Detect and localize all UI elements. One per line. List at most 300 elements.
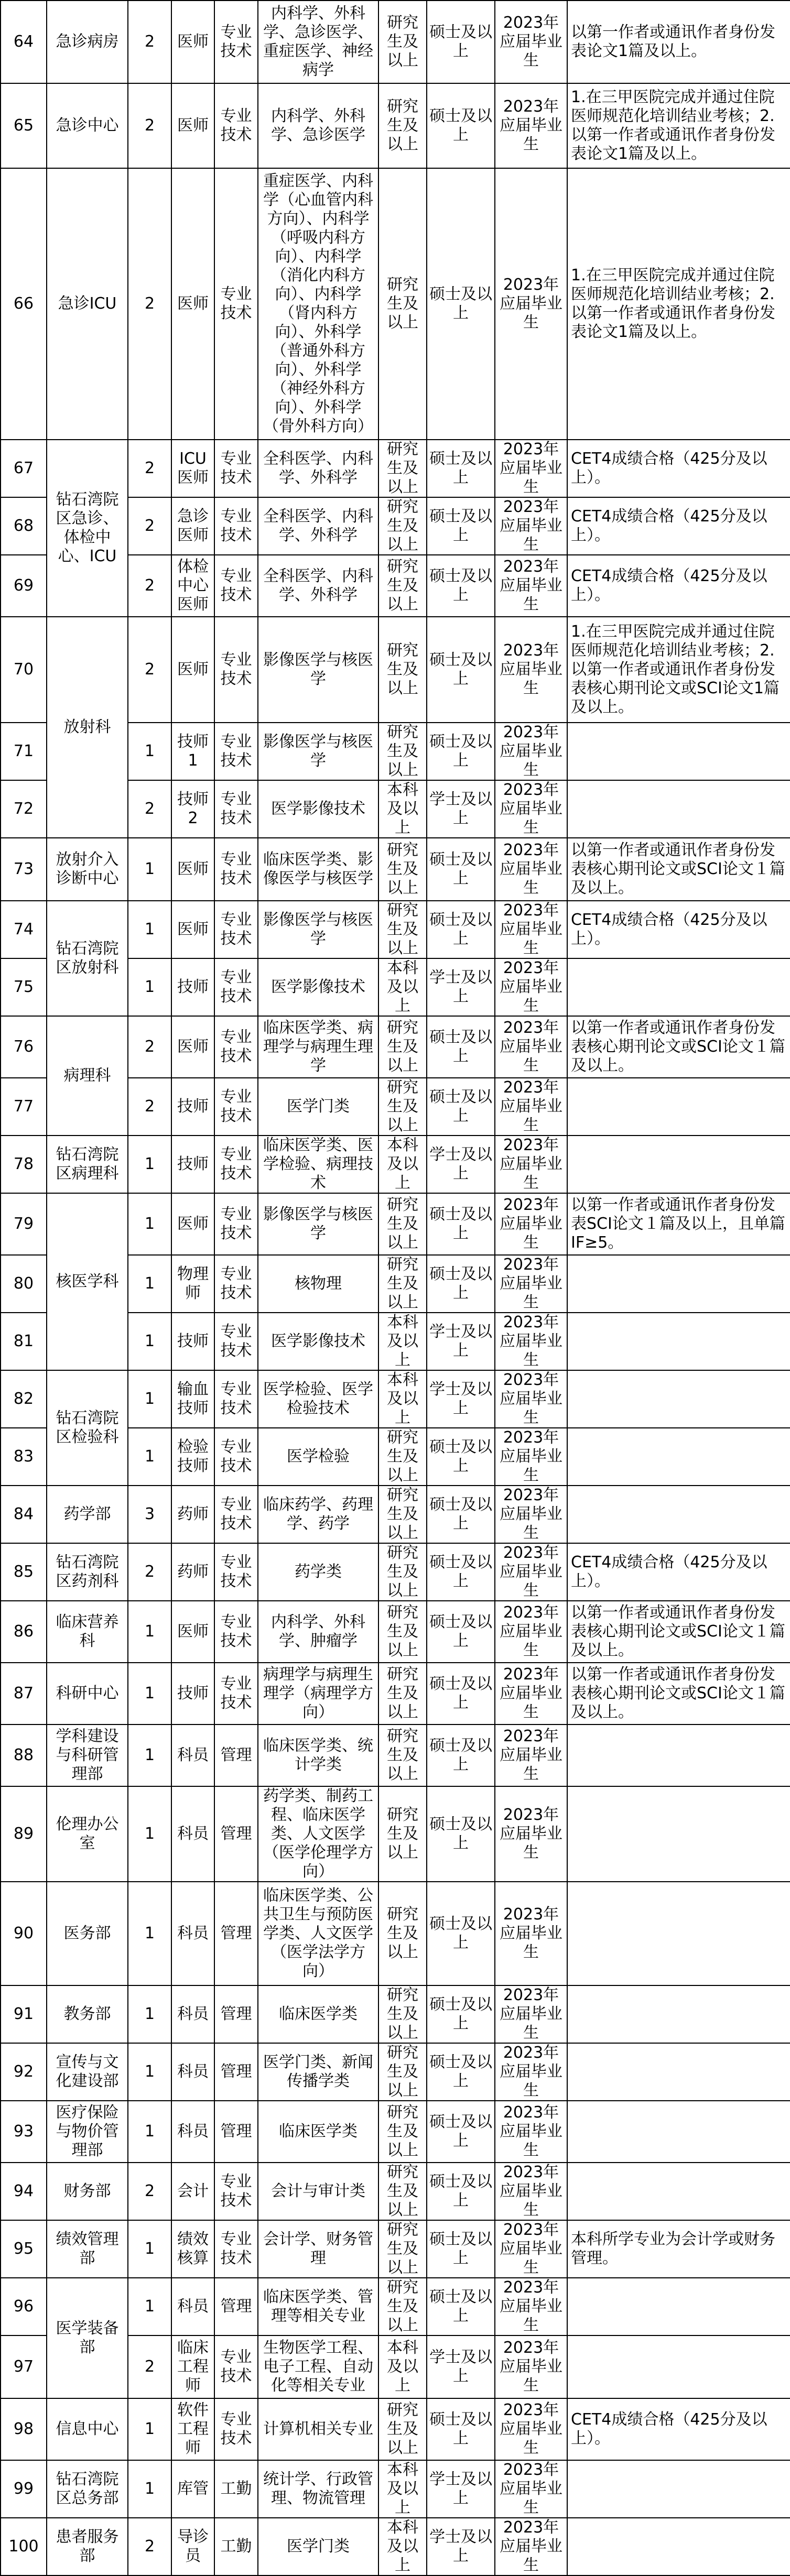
row-number: 73 xyxy=(1,838,47,901)
headcount-cell: 1 xyxy=(128,1601,171,1663)
headcount-cell: 2 xyxy=(128,1,171,83)
cohort-cell: 2023年应届毕业生 xyxy=(495,555,567,617)
major-cell: 病理学与病理生理学（病理学方向） xyxy=(258,1663,378,1724)
row-number: 93 xyxy=(1,2101,47,2163)
major-cell: 核物理 xyxy=(258,1255,378,1313)
education-cell: 研究生及以上 xyxy=(378,1428,427,1486)
degree-cell: 硕士及以上 xyxy=(427,1724,495,1786)
major-cell: 临床医学类、病理学与病理生理学 xyxy=(258,1016,378,1078)
degree-cell: 硕士及以上 xyxy=(427,1601,495,1663)
position-cell: 医师 xyxy=(171,168,214,440)
position-cell: 科员 xyxy=(171,2278,214,2335)
cohort-cell: 2023年应届毕业生 xyxy=(495,1428,567,1486)
category-cell: 专业技术 xyxy=(214,1601,258,1663)
position-cell: 检验技师 xyxy=(171,1428,214,1486)
department-cell: 急诊ICU xyxy=(47,168,128,440)
degree-cell: 硕士及以上 xyxy=(427,2043,495,2101)
degree-cell: 硕士及以上 xyxy=(427,901,495,958)
education-cell: 研究生及以上 xyxy=(378,2101,427,2163)
row-number: 77 xyxy=(1,1078,47,1136)
major-cell: 临床医学类、管理等相关专业 xyxy=(258,2278,378,2335)
department-cell: 绩效管理部 xyxy=(47,2220,128,2278)
row-number: 66 xyxy=(1,168,47,440)
cohort-cell: 2023年应届毕业生 xyxy=(495,2101,567,2163)
category-cell: 专业技术 xyxy=(214,1663,258,1724)
major-cell: 药学类 xyxy=(258,1543,378,1601)
major-cell: 会计与审计类 xyxy=(258,2163,378,2220)
cohort-cell: 2023年应届毕业生 xyxy=(495,617,567,723)
education-cell: 研究生及以上 xyxy=(378,83,427,168)
major-cell: 重症医学、内科学（心血管内科方向）、内科学（呼吸内科方向）、内科学（消化内科方向）、内科学（肾内科方向）、外科学（普通外科方向）、外科学（神经外科方向）、外科学（骨外科方向） xyxy=(258,168,378,440)
position-cell: ICU医师 xyxy=(171,440,214,497)
position-cell: 科员 xyxy=(171,1985,214,2043)
major-cell: 内科学、外科学、急诊医学、重症医学、神经病学 xyxy=(258,1,378,83)
row-number: 88 xyxy=(1,1724,47,1786)
row-number: 90 xyxy=(1,1882,47,1985)
headcount-cell: 2 xyxy=(128,83,171,168)
degree-cell: 硕士及以上 xyxy=(427,2398,495,2460)
requirement-cell: 以第一作者或通讯作者身份发表论文1篇及以上。 xyxy=(567,1,790,83)
department-cell: 临床营养科 xyxy=(47,1601,128,1663)
category-cell: 专业技术 xyxy=(214,901,258,958)
degree-cell: 学士及以上 xyxy=(427,1370,495,1428)
row-number: 85 xyxy=(1,1543,47,1601)
row-number: 80 xyxy=(1,1255,47,1313)
position-cell: 技师 xyxy=(171,958,214,1016)
education-cell: 研究生及以上 xyxy=(378,2043,427,2101)
cohort-cell: 2023年应届毕业生 xyxy=(495,2460,567,2518)
headcount-cell: 1 xyxy=(128,1428,171,1486)
department-cell: 钻石湾院区放射科 xyxy=(47,901,128,1016)
requirement-cell: CET4成绩合格（425分及以上）。 xyxy=(567,555,790,617)
education-cell: 本科及以上 xyxy=(378,2335,427,2398)
major-cell: 临床医学类、公共卫生与预防医学类、人文医学（医学法学方向） xyxy=(258,1882,378,1985)
table-row xyxy=(1,83,790,168)
requirement-cell xyxy=(567,1136,790,1193)
education-cell: 研究生及以上 xyxy=(378,1,427,83)
department-cell: 钻石湾院区检验科 xyxy=(47,1370,128,1486)
table-row xyxy=(1,838,790,901)
cohort-cell: 2023年应届毕业生 xyxy=(495,168,567,440)
education-cell: 研究生及以上 xyxy=(378,168,427,440)
degree-cell: 硕士及以上 xyxy=(427,497,495,555)
education-cell: 研究生及以上 xyxy=(378,1193,427,1255)
headcount-cell: 1 xyxy=(128,2220,171,2278)
requirement-cell xyxy=(567,2335,790,2398)
degree-cell: 硕士及以上 xyxy=(427,1193,495,1255)
headcount-cell: 1 xyxy=(128,1786,171,1882)
table-row xyxy=(1,1663,790,1724)
major-cell: 药学类、制药工程、临床医学类、人文医学（医学伦理学方向） xyxy=(258,1786,378,1882)
requirement-cell: 以第一作者或通讯作者身份发表核心期刊论文或SCI论文１篇及以上。 xyxy=(567,1663,790,1724)
headcount-cell: 2 xyxy=(128,440,171,497)
department-cell: 科研中心 xyxy=(47,1663,128,1724)
major-cell: 医学检验、医学检验技术 xyxy=(258,1370,378,1428)
cohort-cell: 2023年应届毕业生 xyxy=(495,1724,567,1786)
requirement-cell: CET4成绩合格（425分及以上）。 xyxy=(567,1543,790,1601)
requirement-cell xyxy=(567,1882,790,1985)
requirement-cell xyxy=(567,1078,790,1136)
degree-cell: 硕士及以上 xyxy=(427,168,495,440)
cohort-cell: 2023年应届毕业生 xyxy=(495,1985,567,2043)
major-cell: 医学影像技术 xyxy=(258,780,378,838)
row-number: 86 xyxy=(1,1601,47,1663)
position-cell: 科员 xyxy=(171,2101,214,2163)
position-cell: 体检中心医师 xyxy=(171,555,214,617)
education-cell: 研究生及以上 xyxy=(378,1255,427,1313)
degree-cell: 硕士及以上 xyxy=(427,1543,495,1601)
degree-cell: 硕士及以上 xyxy=(427,1255,495,1313)
position-cell: 技师 xyxy=(171,1136,214,1193)
requirement-cell xyxy=(567,1486,790,1543)
row-number: 72 xyxy=(1,780,47,838)
requirement-cell xyxy=(567,2043,790,2101)
row-number: 71 xyxy=(1,723,47,780)
row-number: 84 xyxy=(1,1486,47,1543)
headcount-cell: 2 xyxy=(128,1016,171,1078)
requirement-cell xyxy=(567,1313,790,1370)
category-cell: 专业技术 xyxy=(214,2220,258,2278)
requirement-cell: 本科所学专业为会计学或财务管理。 xyxy=(567,2220,790,2278)
headcount-cell: 1 xyxy=(128,1193,171,1255)
category-cell: 专业技术 xyxy=(214,1136,258,1193)
category-cell: 专业技术 xyxy=(214,1428,258,1486)
education-cell: 研究生及以上 xyxy=(378,1882,427,1985)
headcount-cell: 1 xyxy=(128,2101,171,2163)
headcount-cell: 2 xyxy=(128,497,171,555)
category-cell: 专业技术 xyxy=(214,440,258,497)
headcount-cell: 1 xyxy=(128,723,171,780)
degree-cell: 学士及以上 xyxy=(427,2518,495,2575)
headcount-cell: 2 xyxy=(128,2163,171,2220)
cohort-cell: 2023年应届毕业生 xyxy=(495,1601,567,1663)
category-cell: 管理 xyxy=(214,1985,258,2043)
position-cell: 物理师 xyxy=(171,1255,214,1313)
row-number: 79 xyxy=(1,1193,47,1255)
category-cell: 管理 xyxy=(214,1882,258,1985)
major-cell: 影像医学与核医学 xyxy=(258,1193,378,1255)
degree-cell: 硕士及以上 xyxy=(427,1663,495,1724)
position-cell: 会计 xyxy=(171,2163,214,2220)
requirement-cell: CET4成绩合格（425分及以上）。 xyxy=(567,497,790,555)
degree-cell: 硕士及以上 xyxy=(427,2163,495,2220)
cohort-cell: 2023年应届毕业生 xyxy=(495,83,567,168)
position-cell: 科员 xyxy=(171,1882,214,1985)
education-cell: 研究生及以上 xyxy=(378,555,427,617)
requirement-cell xyxy=(567,2518,790,2575)
education-cell: 研究生及以上 xyxy=(378,1543,427,1601)
category-cell: 专业技术 xyxy=(214,168,258,440)
department-cell: 财务部 xyxy=(47,2163,128,2220)
headcount-cell: 1 xyxy=(128,2460,171,2518)
cohort-cell: 2023年应届毕业生 xyxy=(495,1786,567,1882)
requirement-cell xyxy=(567,723,790,780)
cohort-cell: 2023年应届毕业生 xyxy=(495,2220,567,2278)
department-cell: 急诊中心 xyxy=(47,83,128,168)
headcount-cell: 2 xyxy=(128,2335,171,2398)
table-row xyxy=(1,2101,790,2163)
row-number: 83 xyxy=(1,1428,47,1486)
position-cell: 药师 xyxy=(171,1543,214,1601)
major-cell: 医学影像技术 xyxy=(258,958,378,1016)
category-cell: 专业技术 xyxy=(214,2335,258,2398)
category-cell: 专业技术 xyxy=(214,1313,258,1370)
education-cell: 研究生及以上 xyxy=(378,2398,427,2460)
cohort-cell: 2023年应届毕业生 xyxy=(495,958,567,1016)
major-cell: 内科学、外科学、肿瘤学 xyxy=(258,1601,378,1663)
degree-cell: 硕士及以上 xyxy=(427,838,495,901)
row-number: 64 xyxy=(1,1,47,83)
department-cell: 教务部 xyxy=(47,1985,128,2043)
cohort-cell: 2023年应届毕业生 xyxy=(495,838,567,901)
headcount-cell: 1 xyxy=(128,901,171,958)
headcount-cell: 1 xyxy=(128,2043,171,2101)
headcount-cell: 3 xyxy=(128,1486,171,1543)
major-cell: 统计学、行政管理、物流管理 xyxy=(258,2460,378,2518)
table-row xyxy=(1,1786,790,1882)
major-cell: 临床医学类、影像医学与核医学 xyxy=(258,838,378,901)
degree-cell: 学士及以上 xyxy=(427,1136,495,1193)
requirement-cell xyxy=(567,1255,790,1313)
headcount-cell: 1 xyxy=(128,1255,171,1313)
row-number: 74 xyxy=(1,901,47,958)
category-cell: 专业技术 xyxy=(214,497,258,555)
row-number: 95 xyxy=(1,2220,47,2278)
degree-cell: 硕士及以上 xyxy=(427,723,495,780)
position-cell: 急诊医师 xyxy=(171,497,214,555)
cohort-cell: 2023年应届毕业生 xyxy=(495,1078,567,1136)
category-cell: 管理 xyxy=(214,2278,258,2335)
degree-cell: 学士及以上 xyxy=(427,780,495,838)
department-cell: 伦理办公室 xyxy=(47,1786,128,1882)
table-row xyxy=(1,1543,790,1601)
department-cell: 医务部 xyxy=(47,1882,128,1985)
requirement-cell xyxy=(567,1370,790,1428)
position-cell: 技师2 xyxy=(171,780,214,838)
education-cell: 本科及以上 xyxy=(378,958,427,1016)
headcount-cell: 1 xyxy=(128,1724,171,1786)
position-cell: 库管 xyxy=(171,2460,214,2518)
department-cell: 钻石湾院区药剂科 xyxy=(47,1543,128,1601)
requirement-cell xyxy=(567,958,790,1016)
major-cell: 内科学、外科学、急诊医学 xyxy=(258,83,378,168)
position-cell: 科员 xyxy=(171,1786,214,1882)
row-number: 96 xyxy=(1,2278,47,2335)
row-number: 87 xyxy=(1,1663,47,1724)
headcount-cell: 2 xyxy=(128,555,171,617)
requirement-cell xyxy=(567,2163,790,2220)
category-cell: 专业技术 xyxy=(214,2163,258,2220)
headcount-cell: 1 xyxy=(128,838,171,901)
degree-cell: 硕士及以上 xyxy=(427,617,495,723)
table-row xyxy=(1,1724,790,1786)
table-row xyxy=(1,1016,790,1078)
row-number: 98 xyxy=(1,2398,47,2460)
table-row xyxy=(1,2163,790,2220)
education-cell: 研究生及以上 xyxy=(378,440,427,497)
row-number: 89 xyxy=(1,1786,47,1882)
department-cell: 信息中心 xyxy=(47,2398,128,2460)
cohort-cell: 2023年应届毕业生 xyxy=(495,2335,567,2398)
table-row xyxy=(1,1136,790,1193)
cohort-cell: 2023年应届毕业生 xyxy=(495,1255,567,1313)
headcount-cell: 1 xyxy=(128,2278,171,2335)
major-cell: 会计学、财务管理 xyxy=(258,2220,378,2278)
department-cell: 病理科 xyxy=(47,1016,128,1136)
category-cell: 专业技术 xyxy=(214,1543,258,1601)
category-cell: 管理 xyxy=(214,1724,258,1786)
degree-cell: 硕士及以上 xyxy=(427,555,495,617)
position-cell: 技师 xyxy=(171,1313,214,1370)
headcount-cell: 1 xyxy=(128,1882,171,1985)
degree-cell: 硕士及以上 xyxy=(427,2278,495,2335)
education-cell: 本科及以上 xyxy=(378,780,427,838)
degree-cell: 学士及以上 xyxy=(427,2335,495,2398)
position-cell: 技师 xyxy=(171,1663,214,1724)
requirement-cell xyxy=(567,1724,790,1786)
major-cell: 计算机相关专业 xyxy=(258,2398,378,2460)
headcount-cell: 2 xyxy=(128,168,171,440)
position-cell: 绩效核算 xyxy=(171,2220,214,2278)
education-cell: 研究生及以上 xyxy=(378,2278,427,2335)
category-cell: 专业技术 xyxy=(214,1486,258,1543)
requirement-cell: CET4成绩合格（425分及以上）。 xyxy=(567,440,790,497)
position-cell: 输血技师 xyxy=(171,1370,214,1428)
cohort-cell: 2023年应届毕业生 xyxy=(495,2278,567,2335)
education-cell: 研究生及以上 xyxy=(378,1985,427,2043)
position-cell: 医师 xyxy=(171,1,214,83)
position-cell: 医师 xyxy=(171,1601,214,1663)
degree-cell: 学士及以上 xyxy=(427,2460,495,2518)
table-row xyxy=(1,2398,790,2460)
position-cell: 医师 xyxy=(171,901,214,958)
category-cell: 工勤 xyxy=(214,2518,258,2575)
headcount-cell: 1 xyxy=(128,1663,171,1724)
major-cell: 医学门类 xyxy=(258,1078,378,1136)
table-row xyxy=(1,617,790,723)
education-cell: 研究生及以上 xyxy=(378,723,427,780)
major-cell: 影像医学与核医学 xyxy=(258,723,378,780)
headcount-cell: 1 xyxy=(128,1136,171,1193)
degree-cell: 硕士及以上 xyxy=(427,2101,495,2163)
major-cell: 全科医学、内科学、外科学 xyxy=(258,555,378,617)
table-row xyxy=(1,1193,790,1255)
department-cell: 患者服务部 xyxy=(47,2518,128,2575)
headcount-cell: 1 xyxy=(128,958,171,1016)
position-cell: 导诊员 xyxy=(171,2518,214,2575)
position-cell: 技师 xyxy=(171,1078,214,1136)
category-cell: 工勤 xyxy=(214,2460,258,2518)
headcount-cell: 1 xyxy=(128,2398,171,2460)
table-row xyxy=(1,1882,790,1985)
education-cell: 本科及以上 xyxy=(378,1370,427,1428)
cohort-cell: 2023年应届毕业生 xyxy=(495,2163,567,2220)
major-cell: 临床药学、药理学、药学 xyxy=(258,1486,378,1543)
education-cell: 研究生及以上 xyxy=(378,1016,427,1078)
cohort-cell: 2023年应届毕业生 xyxy=(495,1882,567,1985)
department-cell: 放射介入诊断中心 xyxy=(47,838,128,901)
table-row xyxy=(1,2220,790,2278)
degree-cell: 硕士及以上 xyxy=(427,1786,495,1882)
requirement-cell xyxy=(567,2101,790,2163)
education-cell: 研究生及以上 xyxy=(378,497,427,555)
education-cell: 本科及以上 xyxy=(378,1136,427,1193)
position-cell: 科员 xyxy=(171,1724,214,1786)
major-cell: 影像医学与核医学 xyxy=(258,617,378,723)
cohort-cell: 2023年应届毕业生 xyxy=(495,2518,567,2575)
education-cell: 研究生及以上 xyxy=(378,1663,427,1724)
degree-cell: 硕士及以上 xyxy=(427,440,495,497)
cohort-cell: 2023年应届毕业生 xyxy=(495,2043,567,2101)
category-cell: 专业技术 xyxy=(214,723,258,780)
requirement-cell: 1.在三甲医院完成并通过住院医师规范化培训结业考核；2.以第一作者或通讯作者身份发表论文1篇及以上。 xyxy=(567,83,790,168)
position-cell: 医师 xyxy=(171,1193,214,1255)
requirement-cell xyxy=(567,2460,790,2518)
position-cell: 软件工程师 xyxy=(171,2398,214,2460)
major-cell: 医学影像技术 xyxy=(258,1313,378,1370)
position-cell: 医师 xyxy=(171,617,214,723)
category-cell: 管理 xyxy=(214,2101,258,2163)
category-cell: 专业技术 xyxy=(214,1,258,83)
headcount-cell: 2 xyxy=(128,2518,171,2575)
row-number: 94 xyxy=(1,2163,47,2220)
degree-cell: 硕士及以上 xyxy=(427,1985,495,2043)
table-row xyxy=(1,2278,790,2335)
department-cell: 医学装备部 xyxy=(47,2278,128,2398)
table-row xyxy=(1,2460,790,2518)
row-number: 78 xyxy=(1,1136,47,1193)
category-cell: 专业技术 xyxy=(214,958,258,1016)
table-row xyxy=(1,1601,790,1663)
education-cell: 研究生及以上 xyxy=(378,1078,427,1136)
department-cell: 学科建设与科研管理部 xyxy=(47,1724,128,1786)
table-row xyxy=(1,1985,790,2043)
headcount-cell: 1 xyxy=(128,1985,171,2043)
requirement-cell: 1.在三甲医院完成并通过住院医师规范化培训结业考核；2.以第一作者或通讯作者身份发表核心期刊论文或SCI论文1篇及以上。 xyxy=(567,617,790,723)
major-cell: 临床医学类 xyxy=(258,2101,378,2163)
major-cell: 影像医学与核医学 xyxy=(258,901,378,958)
major-cell: 临床医学类、医学检验、病理技术 xyxy=(258,1136,378,1193)
category-cell: 专业技术 xyxy=(214,83,258,168)
cohort-cell: 2023年应届毕业生 xyxy=(495,1016,567,1078)
education-cell: 研究生及以上 xyxy=(378,2163,427,2220)
department-cell: 钻石湾院区病理科 xyxy=(47,1136,128,1193)
table-row xyxy=(1,1486,790,1543)
headcount-cell: 2 xyxy=(128,1543,171,1601)
row-number: 81 xyxy=(1,1313,47,1370)
position-cell: 医师 xyxy=(171,1016,214,1078)
row-number: 76 xyxy=(1,1016,47,1078)
position-cell: 医师 xyxy=(171,83,214,168)
category-cell: 专业技术 xyxy=(214,2398,258,2460)
department-cell: 钻石湾院区总务部 xyxy=(47,2460,128,2518)
major-cell: 医学门类、新闻传播学类 xyxy=(258,2043,378,2101)
department-cell: 药学部 xyxy=(47,1486,128,1543)
requirement-cell: 以第一作者或通讯作者身份发表核心期刊论文或SCI论文１篇及以上。 xyxy=(567,1601,790,1663)
row-number: 91 xyxy=(1,1985,47,2043)
education-cell: 研究生及以上 xyxy=(378,1786,427,1882)
row-number: 75 xyxy=(1,958,47,1016)
major-cell: 医学门类 xyxy=(258,2518,378,2575)
requirement-cell: 以第一作者或通讯作者身份发表SCI论文１篇及以上，且单篇IF≥5。 xyxy=(567,1193,790,1255)
department-cell: 放射科 xyxy=(47,617,128,838)
category-cell: 专业技术 xyxy=(214,617,258,723)
cohort-cell: 2023年应届毕业生 xyxy=(495,1543,567,1601)
requirement-cell xyxy=(567,1985,790,2043)
major-cell: 临床医学类 xyxy=(258,1985,378,2043)
position-cell: 医师 xyxy=(171,838,214,901)
category-cell: 专业技术 xyxy=(214,780,258,838)
